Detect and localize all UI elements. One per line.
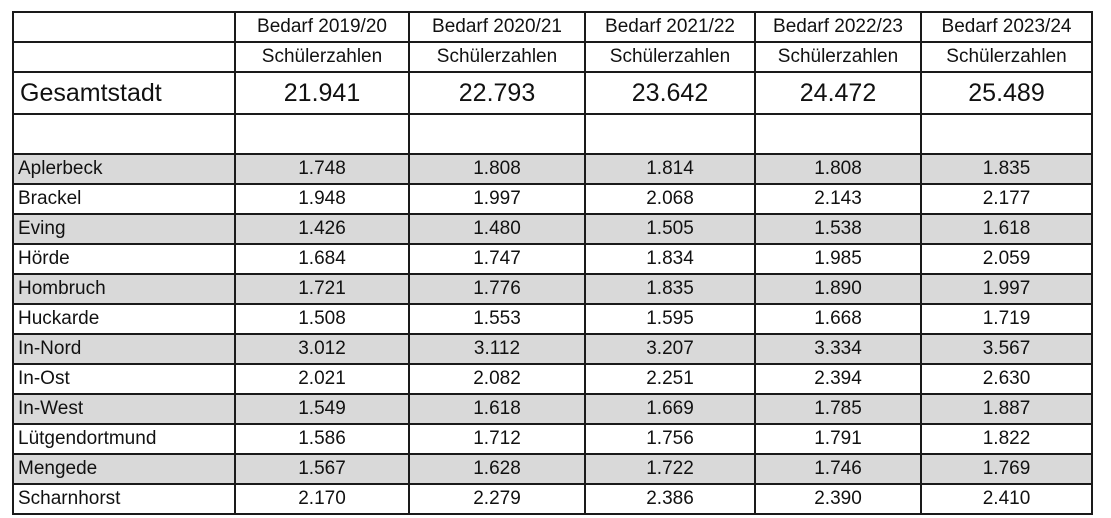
header-sub-cell: Schülerzahlen bbox=[235, 42, 409, 72]
district-value-cell: 1.822 bbox=[921, 424, 1092, 454]
header-sub-cell: Schülerzahlen bbox=[585, 42, 755, 72]
header-year-cell: Bedarf 2022/23 bbox=[755, 12, 921, 42]
district-value-cell: 2.177 bbox=[921, 184, 1092, 214]
header-row-sub bbox=[13, 42, 1092, 72]
district-value-cell: 1.712 bbox=[409, 424, 585, 454]
district-value-cell: 1.586 bbox=[235, 424, 409, 454]
district-value-cell: 1.997 bbox=[409, 184, 585, 214]
district-value-cell: 3.334 bbox=[755, 334, 921, 364]
district-value-cell: 1.628 bbox=[409, 454, 585, 484]
district-value-cell: 1.756 bbox=[585, 424, 755, 454]
district-value-cell: 2.251 bbox=[585, 364, 755, 394]
district-value-cell: 2.394 bbox=[755, 364, 921, 394]
empty-cell bbox=[921, 114, 1092, 154]
table-row bbox=[13, 184, 1092, 214]
district-value-cell: 2.059 bbox=[921, 244, 1092, 274]
total-value-cell: 25.489 bbox=[921, 72, 1092, 114]
header-year-cell: Bedarf 2019/20 bbox=[235, 12, 409, 42]
table-row bbox=[13, 334, 1092, 364]
district-value-cell: 2.279 bbox=[409, 484, 585, 514]
district-value-cell: 2.082 bbox=[409, 364, 585, 394]
header-sub-cell: Schülerzahlen bbox=[409, 42, 585, 72]
header-sub-cell: Schülerzahlen bbox=[921, 42, 1092, 72]
table-row bbox=[13, 214, 1092, 244]
district-value-cell: 2.068 bbox=[585, 184, 755, 214]
district-value-cell: 1.426 bbox=[235, 214, 409, 244]
table-row bbox=[13, 454, 1092, 484]
header-sub-cell: Schülerzahlen bbox=[755, 42, 921, 72]
table-row bbox=[13, 274, 1092, 304]
district-value-cell: 1.719 bbox=[921, 304, 1092, 334]
district-value-cell: 2.386 bbox=[585, 484, 755, 514]
header-corner-cell bbox=[13, 42, 235, 72]
district-name-cell: Aplerbeck bbox=[13, 154, 235, 184]
district-value-cell: 3.012 bbox=[235, 334, 409, 364]
district-value-cell: 1.748 bbox=[235, 154, 409, 184]
district-value-cell: 1.835 bbox=[921, 154, 1092, 184]
table-row bbox=[13, 484, 1092, 514]
district-value-cell: 1.508 bbox=[235, 304, 409, 334]
school-demand-table bbox=[12, 11, 1093, 515]
district-value-cell: 2.390 bbox=[755, 484, 921, 514]
empty-cell bbox=[409, 114, 585, 154]
district-name-cell: Scharnhorst bbox=[13, 484, 235, 514]
district-value-cell: 1.997 bbox=[921, 274, 1092, 304]
empty-cell bbox=[755, 114, 921, 154]
district-value-cell: 1.808 bbox=[409, 154, 585, 184]
district-value-cell: 2.170 bbox=[235, 484, 409, 514]
district-value-cell: 1.538 bbox=[755, 214, 921, 244]
header-corner-cell bbox=[13, 12, 235, 42]
district-value-cell: 2.630 bbox=[921, 364, 1092, 394]
district-name-cell: Lütgendortmund bbox=[13, 424, 235, 454]
district-name-cell: Eving bbox=[13, 214, 235, 244]
total-value-cell: 24.472 bbox=[755, 72, 921, 114]
table-row bbox=[13, 394, 1092, 424]
table-row bbox=[13, 244, 1092, 274]
district-value-cell: 1.890 bbox=[755, 274, 921, 304]
header-year-cell: Bedarf 2023/24 bbox=[921, 12, 1092, 42]
district-value-cell: 1.722 bbox=[585, 454, 755, 484]
district-name-cell: Brackel bbox=[13, 184, 235, 214]
district-value-cell: 3.207 bbox=[585, 334, 755, 364]
district-value-cell: 1.684 bbox=[235, 244, 409, 274]
table-row bbox=[13, 154, 1092, 184]
district-value-cell: 1.618 bbox=[409, 394, 585, 424]
empty-cell bbox=[13, 114, 235, 154]
district-value-cell: 1.747 bbox=[409, 244, 585, 274]
header-year-cell: Bedarf 2020/21 bbox=[409, 12, 585, 42]
spacer-row bbox=[13, 114, 1092, 154]
district-value-cell: 1.553 bbox=[409, 304, 585, 334]
district-rows bbox=[13, 154, 1092, 514]
table-row bbox=[13, 424, 1092, 454]
table-row bbox=[13, 364, 1092, 394]
district-value-cell: 1.721 bbox=[235, 274, 409, 304]
district-name-cell: In-West bbox=[13, 394, 235, 424]
total-value-cell: 23.642 bbox=[585, 72, 755, 114]
district-value-cell: 1.505 bbox=[585, 214, 755, 244]
district-value-cell: 2.021 bbox=[235, 364, 409, 394]
district-value-cell: 1.985 bbox=[755, 244, 921, 274]
district-value-cell: 1.814 bbox=[585, 154, 755, 184]
district-value-cell: 3.567 bbox=[921, 334, 1092, 364]
district-value-cell: 1.669 bbox=[585, 394, 755, 424]
district-value-cell: 1.791 bbox=[755, 424, 921, 454]
total-value-cell: 21.941 bbox=[235, 72, 409, 114]
district-value-cell: 1.776 bbox=[409, 274, 585, 304]
header-row-years bbox=[13, 12, 1092, 42]
header-year-cell: Bedarf 2021/22 bbox=[585, 12, 755, 42]
district-name-cell: In-Nord bbox=[13, 334, 235, 364]
district-value-cell: 1.618 bbox=[921, 214, 1092, 244]
district-value-cell: 2.410 bbox=[921, 484, 1092, 514]
district-name-cell: In-Ost bbox=[13, 364, 235, 394]
district-value-cell: 1.668 bbox=[755, 304, 921, 334]
district-value-cell: 2.143 bbox=[755, 184, 921, 214]
district-value-cell: 1.567 bbox=[235, 454, 409, 484]
district-value-cell: 1.808 bbox=[755, 154, 921, 184]
total-value-cell: 22.793 bbox=[409, 72, 585, 114]
district-value-cell: 1.834 bbox=[585, 244, 755, 274]
table-row bbox=[13, 304, 1092, 334]
district-name-cell: Mengede bbox=[13, 454, 235, 484]
total-name-cell: Gesamtstadt bbox=[13, 72, 235, 114]
total-row bbox=[13, 72, 1092, 114]
district-value-cell: 3.112 bbox=[409, 334, 585, 364]
district-value-cell: 1.769 bbox=[921, 454, 1092, 484]
empty-cell bbox=[585, 114, 755, 154]
district-value-cell: 1.480 bbox=[409, 214, 585, 244]
district-value-cell: 1.746 bbox=[755, 454, 921, 484]
district-name-cell: Huckarde bbox=[13, 304, 235, 334]
district-value-cell: 1.785 bbox=[755, 394, 921, 424]
district-value-cell: 1.887 bbox=[921, 394, 1092, 424]
district-value-cell: 1.948 bbox=[235, 184, 409, 214]
district-value-cell: 1.835 bbox=[585, 274, 755, 304]
empty-cell bbox=[235, 114, 409, 154]
district-value-cell: 1.595 bbox=[585, 304, 755, 334]
district-value-cell: 1.549 bbox=[235, 394, 409, 424]
district-name-cell: Hörde bbox=[13, 244, 235, 274]
district-name-cell: Hombruch bbox=[13, 274, 235, 304]
